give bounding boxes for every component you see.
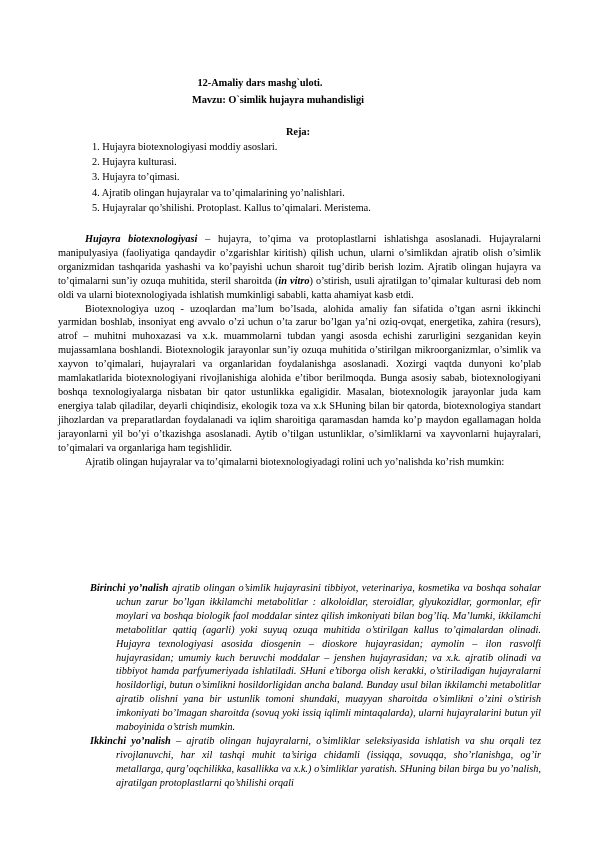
lesson-topic: Mavzu: O`simlik hujayra muhandisligi bbox=[192, 95, 364, 106]
plan-item: 4. Ajratib olingan hujayralar va to’qimalarining yo’nalishlari. bbox=[92, 187, 345, 199]
direction-first bbox=[90, 582, 541, 735]
direction-label: Ikkinchi yo’nalish bbox=[90, 735, 171, 747]
body-text bbox=[58, 233, 541, 469]
lesson-title: 12-Amaliy dars mashg`uloti. bbox=[197, 78, 323, 89]
plan-list bbox=[92, 141, 552, 217]
paragraph-history: Biotexnologiya uzoq - uzoqlardan ma’lum bo’lsada, alohida amaliy fan sifatida o’tgan asrni ikkinchi yarmidan boshlab, insoniyat eng avvalo o’zi uchun o’ta zarur bo’lgan ya’ni oziq-ovqat, energetika, zahira (resurs), atrof – muhitni muhoxazasi va x.k. muammolarni tubdan yangi asosda echishi zarurligini sezganidan keyin mujassamlana boshlandi. Biotexnologik jarayonlar sun’iy ozuqa muhitida o’stirilgan mikroorganizmlar, o’simlik va xayvon to’qimalari, hujayralari va organlaridan foydalanishga asoslanadi. Xozirgi vaqtda dunyoni ko’plab mamlakatlarida biotexnologiyani rivojlanishiga alohida e’tibor berilmoqda. Bunga asosiy sabab, biotexnologiyani boshqa texnologiyalarga nisbatan bir qator ustunlikka egaligidir. Masalan, biotexnologik jarayonlar juda kam energiya talab qiladilar, deyarli chiqindisiz, ekologik toza va x.k SHuning bilan bir qatorda, biotexnologiya standart jihozlardan va preparatlardan foydalanadi va iqlim sharoitiga qaramasdan hamda ko’p maydon egallamagan holda jarayonlarni yil bo’yi o’tkazishga asoslanadi. Aytib o’tilgan ustunliklar, o’simliklarni va xayvonlarni hujayralari, to’qimalari va organlariga ham tegishlidir. bbox=[58, 303, 541, 454]
term-highlight: Hujayra biotexnologiyasi bbox=[85, 234, 198, 245]
direction-label: Birinchi yo’nalish bbox=[90, 583, 169, 594]
plan-item: 2. Hujayra kulturasi. bbox=[92, 157, 177, 169]
paragraph-text: ) o’stirish, usuli ajratilgan to’qimalar kulturasi deb nom oldi va ularni biotexnologiyada ishlatish mumkinligi sababli, katta ahamiyat kasb etdi. bbox=[58, 275, 541, 301]
paragraph-directions: Ajratib olingan hujayralar va to’qimalarni biotexnologiyadagi rolini uch yo’nalishda ko’rish mumkin: bbox=[85, 456, 505, 468]
plan-item: 5. Hujayralar qo’shilishi. Protoplast. Kallus to’qimalari. Meristema. bbox=[92, 202, 371, 214]
direction-text: ajratib olingan o’simlik hujayrasini tibbiyot, veterinariya, kosmetika va boshqa sohalar uchun zarur bo’lgan ikkilamchi metabolitlar : alkoloidlar, steroidlar, glyukozidlar, gormonlar, efir moylari va boshqa biologik faol moddalar sintez qilish imkoniyati bilan bog’liq. Ma’lumki, ikkilamchi metabolitlar qattiq (agarli) yoki suyuq ozuqa muhitida o’stirilgan kallus to’qimalardan olinadi. Hujayra texnologiyasi asosida diosgenin – dioskore hujayrasidan; aymolin – ilon rasvolfi hujayrasidan; umumiy kuch beruvchi moddalar – jenshen hujayrasidan; va x.k. ajratib olinadi va tibbiyot hamda parfyumeriyada ishlatiladi. SHuni e’tiborga olish kerakki, o’stiriladigan hujayralarni hosildorligi, butun o’simlikni hosildorligidan ancha baland. Bunday usul bilan ikkilamchi metabolitlar ajratib olishni yana bir ustunlik tomoni shundaki, muayyan sharoitda o’simlikni o’zini o’stirish imkoniyati bo’lmagan sharoitda (sovuq yoki issiq iqlimli mintaqalarda), ularni hujayralarini butun yil maboyinida o’strish mumkin. bbox=[116, 583, 541, 734]
plan-item: 1. Hujayra biotexnologiyasi moddiy asoslari. bbox=[92, 142, 278, 153]
paragraph-intro bbox=[58, 233, 541, 303]
in-vitro-term: in vitro bbox=[278, 275, 310, 287]
paragraph-text: – hujayra, to’qima va protoplastlarni ishlatishga asoslanadi. Hujayralarni manipulyasiya (faoliyatiga qandaydir o’zgarishlar kiritish) qilish uchun, ularni o’simlikdan ajratib olish o’simlik organizmidan tashqarida yashashi va ko’payishi uchun sharoit tug’dirib berish lozim. Ajratib olingan hujayra va to’qimalarni sun’iy ozuqa muhitida, steril sharoitda ( bbox=[58, 234, 541, 287]
direction-list bbox=[90, 582, 541, 791]
direction-second bbox=[90, 735, 541, 791]
plan-item: 3. Hujayra to’qimasi. bbox=[92, 172, 180, 184]
direction-text: – ajratib olingan hujayralarni, o’simliklar seleksiyasida ishlatish va shu orqali tez rivojlanuvchi, har xil tashqi muhit ta’siriga chidamli (issiqqa, sovuqqa, sho’rlanishga, og’ir metallarga, qurg’oqchilikka, kasallikka va x.k.) o’simliklar yaratish. SHuning bilan birga bu yo’nalish, ajratilgan protoplastlarni qo’shilishi orqali bbox=[116, 735, 541, 789]
plan-heading: Reja: bbox=[285, 127, 310, 138]
